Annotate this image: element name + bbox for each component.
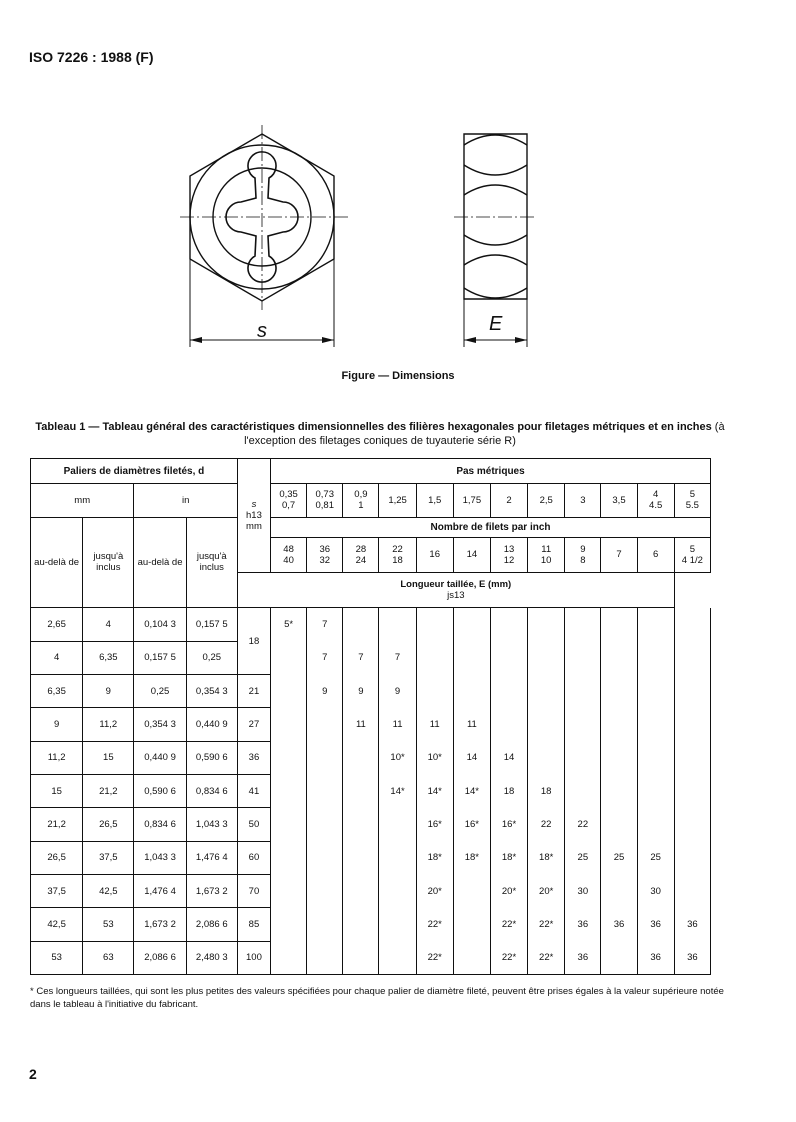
cell-E: 18* — [453, 841, 490, 874]
cell-E: 22 — [565, 808, 601, 841]
document-header: ISO 7226 : 1988 (F) — [29, 49, 154, 65]
dimensions-table — [30, 458, 711, 975]
cell-E — [601, 675, 637, 708]
tpi-value-alt: 10 — [540, 554, 552, 566]
cell-E — [637, 775, 674, 808]
cell-E — [271, 808, 307, 841]
pitch-cell — [490, 484, 527, 517]
pitch-cell — [637, 484, 674, 517]
pitch-value: 4 — [653, 489, 659, 501]
page-number: 2 — [29, 1066, 37, 1082]
header-mm: mm — [31, 484, 134, 517]
cell-s: 85 — [237, 908, 270, 941]
cell-E: 9 — [343, 675, 379, 708]
cell-E: 18* — [528, 841, 565, 874]
cell-E: 14 — [490, 741, 527, 774]
cell-E — [565, 641, 601, 674]
cell-in-to: 0,354 3 — [186, 675, 237, 708]
tpi-value: 14 — [466, 549, 478, 561]
cell-E: 30 — [637, 874, 674, 907]
cell-E — [601, 708, 637, 741]
cell-mm-to: 15 — [83, 741, 134, 774]
cell-E — [271, 908, 307, 941]
cell-E — [601, 641, 637, 674]
pitch-value: 3,5 — [612, 494, 626, 506]
cell-E — [307, 741, 343, 774]
cell-E: 36 — [565, 941, 601, 974]
cell-E — [307, 941, 343, 974]
cell-E — [637, 741, 674, 774]
pitch-value: 0,73 — [315, 489, 334, 501]
cell-E — [271, 708, 307, 741]
cell-E — [343, 608, 379, 641]
cell-E — [453, 641, 490, 674]
cell-E — [416, 641, 453, 674]
tpi-cell — [271, 537, 307, 572]
tpi-cell — [453, 537, 490, 572]
cell-mm-from: 15 — [31, 775, 83, 808]
pitch-value-alt: 4.5 — [649, 500, 663, 512]
pitch-cell — [674, 484, 710, 517]
pitch-cell — [601, 484, 637, 517]
pitch-cell — [271, 484, 307, 517]
cell-E — [343, 941, 379, 974]
cell-E — [307, 874, 343, 907]
table-row — [31, 808, 711, 841]
tpi-value: 6 — [653, 549, 659, 561]
cell-mm-from: 4 — [31, 641, 83, 674]
cell-in-from: 0,590 6 — [134, 775, 186, 808]
tpi-cell — [601, 537, 637, 572]
cell-E — [307, 708, 343, 741]
pitch-value: 3 — [580, 494, 586, 506]
cell-in-to: 1,476 4 — [186, 841, 237, 874]
table-row — [31, 641, 711, 674]
cell-E — [565, 675, 601, 708]
tpi-value: 36 — [319, 543, 331, 555]
table-row — [31, 708, 711, 741]
cell-E — [490, 708, 527, 741]
cell-E — [601, 941, 637, 974]
cell-mm-to: 26,5 — [83, 808, 134, 841]
cell-E — [453, 675, 490, 708]
cell-E: 20* — [490, 874, 527, 907]
tpi-value: 11 — [541, 543, 552, 555]
cell-E — [601, 775, 637, 808]
pitch-value: 2,5 — [539, 494, 553, 506]
pitch-cell — [453, 484, 490, 517]
table-row — [31, 874, 711, 907]
cell-E — [379, 908, 416, 941]
cell-E: 20* — [416, 874, 453, 907]
tpi-value: 13 — [503, 543, 515, 555]
cell-in-from: 0,25 — [134, 675, 186, 708]
table-row — [31, 741, 711, 774]
cell-s: 41 — [237, 775, 270, 808]
tpi-cell — [637, 537, 674, 572]
pitch-value-alt: 0,7 — [281, 500, 296, 512]
cell-E — [528, 608, 565, 641]
cell-E: 14 — [453, 741, 490, 774]
tpi-value: 16 — [429, 549, 440, 561]
header-au-dela-mm: au-delà de — [31, 517, 83, 608]
table-caption-normal: (à l'exception des filetages coniques de tuyauterie série R) — [244, 421, 725, 447]
cell-E: 10* — [416, 741, 453, 774]
cell-E — [637, 708, 674, 741]
cell-E — [271, 741, 307, 774]
cell-E: 25 — [637, 841, 674, 874]
cell-E: 9 — [379, 675, 416, 708]
cell-E: 36 — [674, 941, 710, 974]
header-jusqua-mm: jusqu'à inclus — [83, 517, 134, 608]
tpi-value-alt: 40 — [283, 554, 294, 566]
pitch-cell — [307, 484, 343, 517]
cell-in-from: 1,043 3 — [134, 841, 186, 874]
cell-E — [271, 775, 307, 808]
cell-E — [528, 708, 565, 741]
cell-E — [379, 941, 416, 974]
label-s: s — [257, 320, 267, 342]
cell-E — [565, 741, 601, 774]
tpi-cell — [416, 537, 453, 572]
cell-mm-from: 9 — [31, 708, 83, 741]
cell-E: 16* — [490, 808, 527, 841]
cell-E: 18 — [528, 775, 565, 808]
cell-E — [379, 808, 416, 841]
table-caption — [30, 420, 730, 448]
cell-E — [674, 608, 710, 641]
cell-mm-to: 42,5 — [83, 874, 134, 907]
cell-E: 30 — [565, 874, 601, 907]
cell-mm-from: 37,5 — [31, 874, 83, 907]
cell-mm-from: 21,2 — [31, 808, 83, 841]
cell-in-to: 1,673 2 — [186, 874, 237, 907]
cell-E — [674, 708, 710, 741]
cell-E: 14* — [416, 775, 453, 808]
header-nombre: Nombre de filets par inch — [271, 517, 711, 537]
figure-caption: Figure — Dimensions — [341, 370, 455, 382]
cell-E: 25 — [565, 841, 601, 874]
footnote: * Ces longueurs taillées, qui sont les plus petites des valeurs spécifiées pour chaque palier de diamètre fileté, peuvent être prises égales à la valeur supérieure notée dans le tableau à l'initiative du fabricant. — [30, 986, 724, 1010]
cell-in-to: 0,834 6 — [186, 775, 237, 808]
cell-E: 36 — [637, 908, 674, 941]
pitch-value: 1,25 — [388, 494, 407, 506]
cell-mm-to: 63 — [83, 941, 134, 974]
tpi-value-alt: 12 — [503, 554, 515, 566]
cell-mm-from: 53 — [31, 941, 83, 974]
cell-mm-to: 11,2 — [83, 708, 134, 741]
cell-E: 11 — [379, 708, 416, 741]
table-row — [31, 941, 711, 974]
cell-s: 60 — [237, 841, 270, 874]
cell-E — [343, 874, 379, 907]
cell-E: 22* — [528, 908, 565, 941]
header-pas: Pas métriques — [271, 459, 711, 484]
pitch-value-alt: 5.5 — [685, 500, 699, 512]
cell-E — [601, 608, 637, 641]
cell-E — [674, 741, 710, 774]
cell-E: 22* — [490, 908, 527, 941]
header-paliers: Paliers de diamètres filetés, d — [31, 459, 238, 484]
header-in: in — [134, 484, 237, 517]
cell-E — [637, 608, 674, 641]
tpi-value: 28 — [355, 543, 367, 555]
tpi-cell — [307, 537, 343, 572]
cell-E: 11 — [416, 708, 453, 741]
cell-E: 7 — [379, 641, 416, 674]
cell-E — [307, 841, 343, 874]
tpi-value: 9 — [580, 543, 586, 555]
cell-E: 14* — [453, 775, 490, 808]
cell-E: 22 — [528, 808, 565, 841]
cell-mm-to: 53 — [83, 908, 134, 941]
cell-E — [565, 608, 601, 641]
cell-E: 18* — [490, 841, 527, 874]
cell-E: 36 — [601, 908, 637, 941]
header-s-unit: mm — [246, 521, 262, 533]
cell-E — [271, 675, 307, 708]
cell-E — [453, 608, 490, 641]
tpi-value: 7 — [616, 549, 622, 561]
cell-E: 22* — [416, 941, 453, 974]
cell-E — [307, 908, 343, 941]
cell-E — [490, 675, 527, 708]
cell-E — [416, 608, 453, 641]
cell-E — [674, 841, 710, 874]
cell-E — [528, 641, 565, 674]
cell-E — [307, 775, 343, 808]
cell-in-to: 1,043 3 — [186, 808, 237, 841]
cell-mm-to: 6,35 — [83, 641, 134, 674]
header-longueur-label: Longueur taillée, E (mm) — [400, 579, 512, 591]
tpi-cell — [490, 537, 527, 572]
cell-s: 70 — [237, 874, 270, 907]
cell-E: 36 — [637, 941, 674, 974]
cell-E — [453, 941, 490, 974]
pitch-value: 0,35 — [279, 489, 298, 501]
cell-s: 27 — [237, 708, 270, 741]
cell-mm-to: 9 — [83, 675, 134, 708]
cell-mm-to: 4 — [83, 608, 134, 641]
cell-E: 18 — [490, 775, 527, 808]
cell-E — [379, 608, 416, 641]
pitch-value: 5 — [689, 489, 696, 501]
header-s-symbol: s — [251, 499, 257, 511]
cell-E — [271, 941, 307, 974]
tpi-cell — [343, 537, 379, 572]
cell-mm-from: 11,2 — [31, 741, 83, 774]
pitch-value-alt: 1 — [358, 500, 364, 512]
table-row — [31, 841, 711, 874]
cell-mm-from: 42,5 — [31, 908, 83, 941]
cell-E — [601, 741, 637, 774]
cell-E: 18* — [416, 841, 453, 874]
cell-in-to: 0,25 — [186, 641, 237, 674]
cell-E: 11 — [343, 708, 379, 741]
tpi-value-alt: 32 — [319, 554, 331, 566]
pitch-value: 0,9 — [354, 489, 368, 501]
cell-E — [343, 808, 379, 841]
tpi-cell — [379, 537, 416, 572]
cell-E — [271, 841, 307, 874]
table-caption-bold: Tableau 1 — Tableau général des caractéristiques dimensionnelles des filières hexagonales pour filetages métriques et en inches — [35, 421, 712, 433]
cell-E — [528, 741, 565, 774]
cell-E — [674, 874, 710, 907]
cell-E — [453, 874, 490, 907]
cell-E — [343, 775, 379, 808]
cell-E — [565, 775, 601, 808]
cell-E — [379, 841, 416, 874]
cell-E: 5* — [271, 608, 307, 641]
cell-E — [637, 808, 674, 841]
cell-s: 18 — [237, 608, 270, 675]
header-js13: js13 — [447, 590, 465, 602]
cell-E — [343, 741, 379, 774]
cell-E: 20* — [528, 874, 565, 907]
cell-E — [674, 675, 710, 708]
cell-E: 22* — [528, 941, 565, 974]
header-longueur — [237, 573, 674, 608]
cell-E — [637, 641, 674, 674]
pitch-cell — [416, 484, 453, 517]
cell-in-from: 2,086 6 — [134, 941, 186, 974]
cell-E — [343, 908, 379, 941]
cell-s: 100 — [237, 941, 270, 974]
cell-E: 9 — [307, 675, 343, 708]
table-row — [31, 908, 711, 941]
die-dimensions-figure — [0, 0, 796, 400]
pitch-value: 1,5 — [428, 494, 442, 506]
cell-E: 22* — [490, 941, 527, 974]
cell-in-from: 0,104 3 — [134, 608, 186, 641]
cell-E: 36 — [674, 908, 710, 941]
header-s-tol: h13 — [246, 510, 262, 522]
cell-in-to: 2,480 3 — [186, 941, 237, 974]
cell-s: 21 — [237, 675, 270, 708]
cell-mm-from: 26,5 — [31, 841, 83, 874]
cell-mm-to: 21,2 — [83, 775, 134, 808]
cell-in-from: 0,440 9 — [134, 741, 186, 774]
cell-E: 25 — [601, 841, 637, 874]
table-row — [31, 608, 711, 641]
cell-mm-from: 2,65 — [31, 608, 83, 641]
cell-in-to: 0,590 6 — [186, 741, 237, 774]
cell-E: 7 — [343, 641, 379, 674]
cell-in-from: 0,354 3 — [134, 708, 186, 741]
cell-E — [490, 608, 527, 641]
cell-E — [453, 908, 490, 941]
tpi-value: 5 — [689, 543, 696, 555]
header-au-dela-in: au-delà de — [134, 517, 186, 608]
cell-in-to: 0,440 9 — [186, 708, 237, 741]
cell-in-from: 1,673 2 — [134, 908, 186, 941]
tpi-cell — [674, 537, 710, 572]
cell-E — [490, 641, 527, 674]
cell-in-to: 2,086 6 — [186, 908, 237, 941]
tpi-value-alt: 4 1/2 — [681, 554, 703, 566]
cell-E — [674, 641, 710, 674]
pitch-cell — [528, 484, 565, 517]
header-jusqua-in: jusqu'à inclus — [186, 517, 237, 608]
cell-E — [637, 675, 674, 708]
header-s — [237, 459, 270, 573]
cell-E — [271, 641, 307, 674]
tpi-cell — [565, 537, 601, 572]
cell-E: 16* — [416, 808, 453, 841]
cell-E: 14* — [379, 775, 416, 808]
table-row — [31, 775, 711, 808]
cell-E: 16* — [453, 808, 490, 841]
cell-in-from: 0,157 5 — [134, 641, 186, 674]
cell-E — [271, 874, 307, 907]
pitch-cell — [343, 484, 379, 517]
tpi-value: 48 — [283, 543, 294, 555]
cell-in-from: 0,834 6 — [134, 808, 186, 841]
tpi-value-alt: 8 — [580, 554, 586, 566]
tpi-value: 22 — [392, 543, 403, 555]
cell-mm-to: 37,5 — [83, 841, 134, 874]
cell-in-from: 1,476 4 — [134, 874, 186, 907]
cell-E: 7 — [307, 608, 343, 641]
pitch-value-alt: 0,81 — [315, 500, 334, 512]
cell-E: 10* — [379, 741, 416, 774]
cell-E — [416, 675, 453, 708]
cell-E — [307, 808, 343, 841]
cell-in-to: 0,157 5 — [186, 608, 237, 641]
label-E: E — [489, 313, 503, 335]
cell-s: 36 — [237, 741, 270, 774]
pitch-cell — [379, 484, 416, 517]
cell-E — [601, 874, 637, 907]
cell-E — [565, 708, 601, 741]
pitch-cell — [565, 484, 601, 517]
cell-E: 7 — [307, 641, 343, 674]
cell-mm-from: 6,35 — [31, 675, 83, 708]
cell-E — [528, 675, 565, 708]
table-row — [31, 675, 711, 708]
cell-E — [601, 808, 637, 841]
tpi-value-alt: 24 — [355, 554, 367, 566]
cell-E — [674, 808, 710, 841]
cell-E — [379, 874, 416, 907]
cell-E: 22* — [416, 908, 453, 941]
pitch-value: 2 — [506, 494, 512, 506]
pitch-value: 1,75 — [462, 494, 482, 506]
tpi-cell — [528, 537, 565, 572]
cell-E — [674, 775, 710, 808]
cell-E: 36 — [565, 908, 601, 941]
die-side-view — [464, 134, 527, 299]
cell-E — [343, 841, 379, 874]
cell-s: 50 — [237, 808, 270, 841]
tpi-value-alt: 18 — [392, 554, 403, 566]
cell-E: 11 — [453, 708, 490, 741]
